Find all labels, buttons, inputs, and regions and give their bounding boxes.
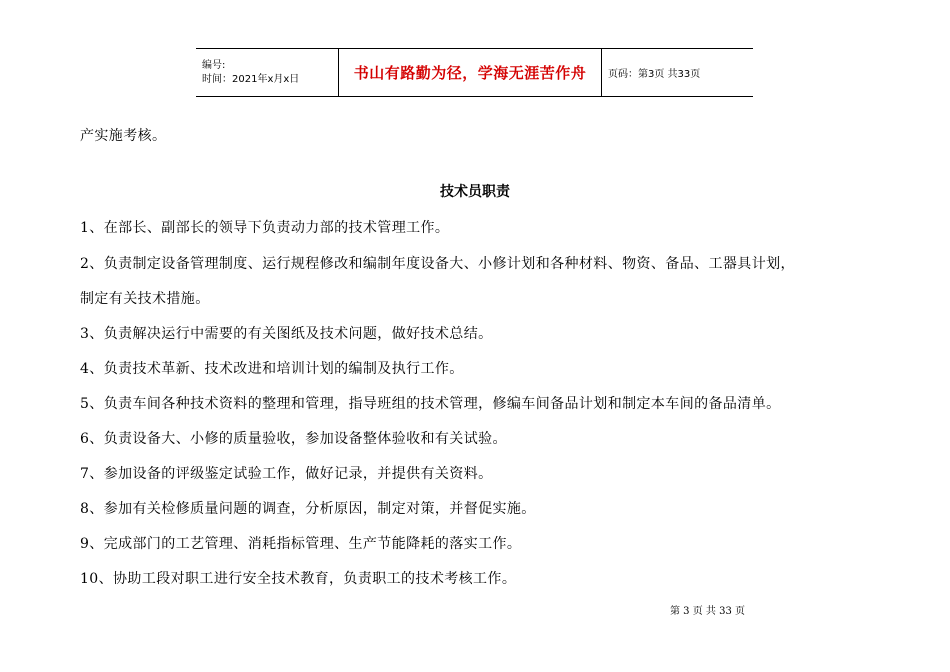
header-meta [196,49,339,97]
document-header [196,48,753,97]
duty-item-9: 9、完成部门的工艺管理、消耗指标管理、生产节能降耗的落实工作。 [80,536,522,552]
header-slogan: 书山有路勤为径，学海无涯苦作舟 [339,49,602,97]
duty-item-5: 5、负责车间各种技术资料的整理和管理，指导班组的技术管理，修编车间备品计划和制定本车间的备品清单。 [80,396,781,412]
duty-item-3: 3、负责解决运行中需要的有关图纸及技术问题，做好技术总结。 [80,326,493,342]
header-page-code: 页码：第3页 共33页 [602,49,754,97]
duty-item-8: 8、参加有关检修质量问题的调查，分析原因，制定对策，并督促实施。 [80,501,536,517]
number-label: 编号: [202,59,226,71]
section-title: 技术员职责 [440,184,510,200]
duty-item-6: 6、负责设备大、小修的质量验收，参加设备整体验收和有关试验。 [80,431,507,447]
time-label: 时间：2021年x月x日 [202,73,300,85]
duty-item-7: 7、参加设备的评级鉴定试验工作，做好记录，并提供有关资料。 [80,466,493,482]
duty-item-1: 1、在部长、副部长的领导下负责动力部的技术管理工作。 [80,220,450,236]
continuation-text: 产实施考核。 [80,128,167,144]
page-footer: 第 3 页 共 33 页 [670,606,745,617]
duty-item-2: 2、负责制定设备管理制度、运行规程修改和编制年度设备大、小修计划和各种材料、物资、备品、工器具计划， [80,256,795,272]
duty-item-10: 10、协助工段对职工进行安全技术教育，负责职工的技术考核工作。 [80,571,517,587]
duty-item-4: 4、负责技术革新、技术改进和培训计划的编制及执行工作。 [80,361,464,377]
duty-item-2-cont: 制定有关技术措施。 [80,291,210,307]
